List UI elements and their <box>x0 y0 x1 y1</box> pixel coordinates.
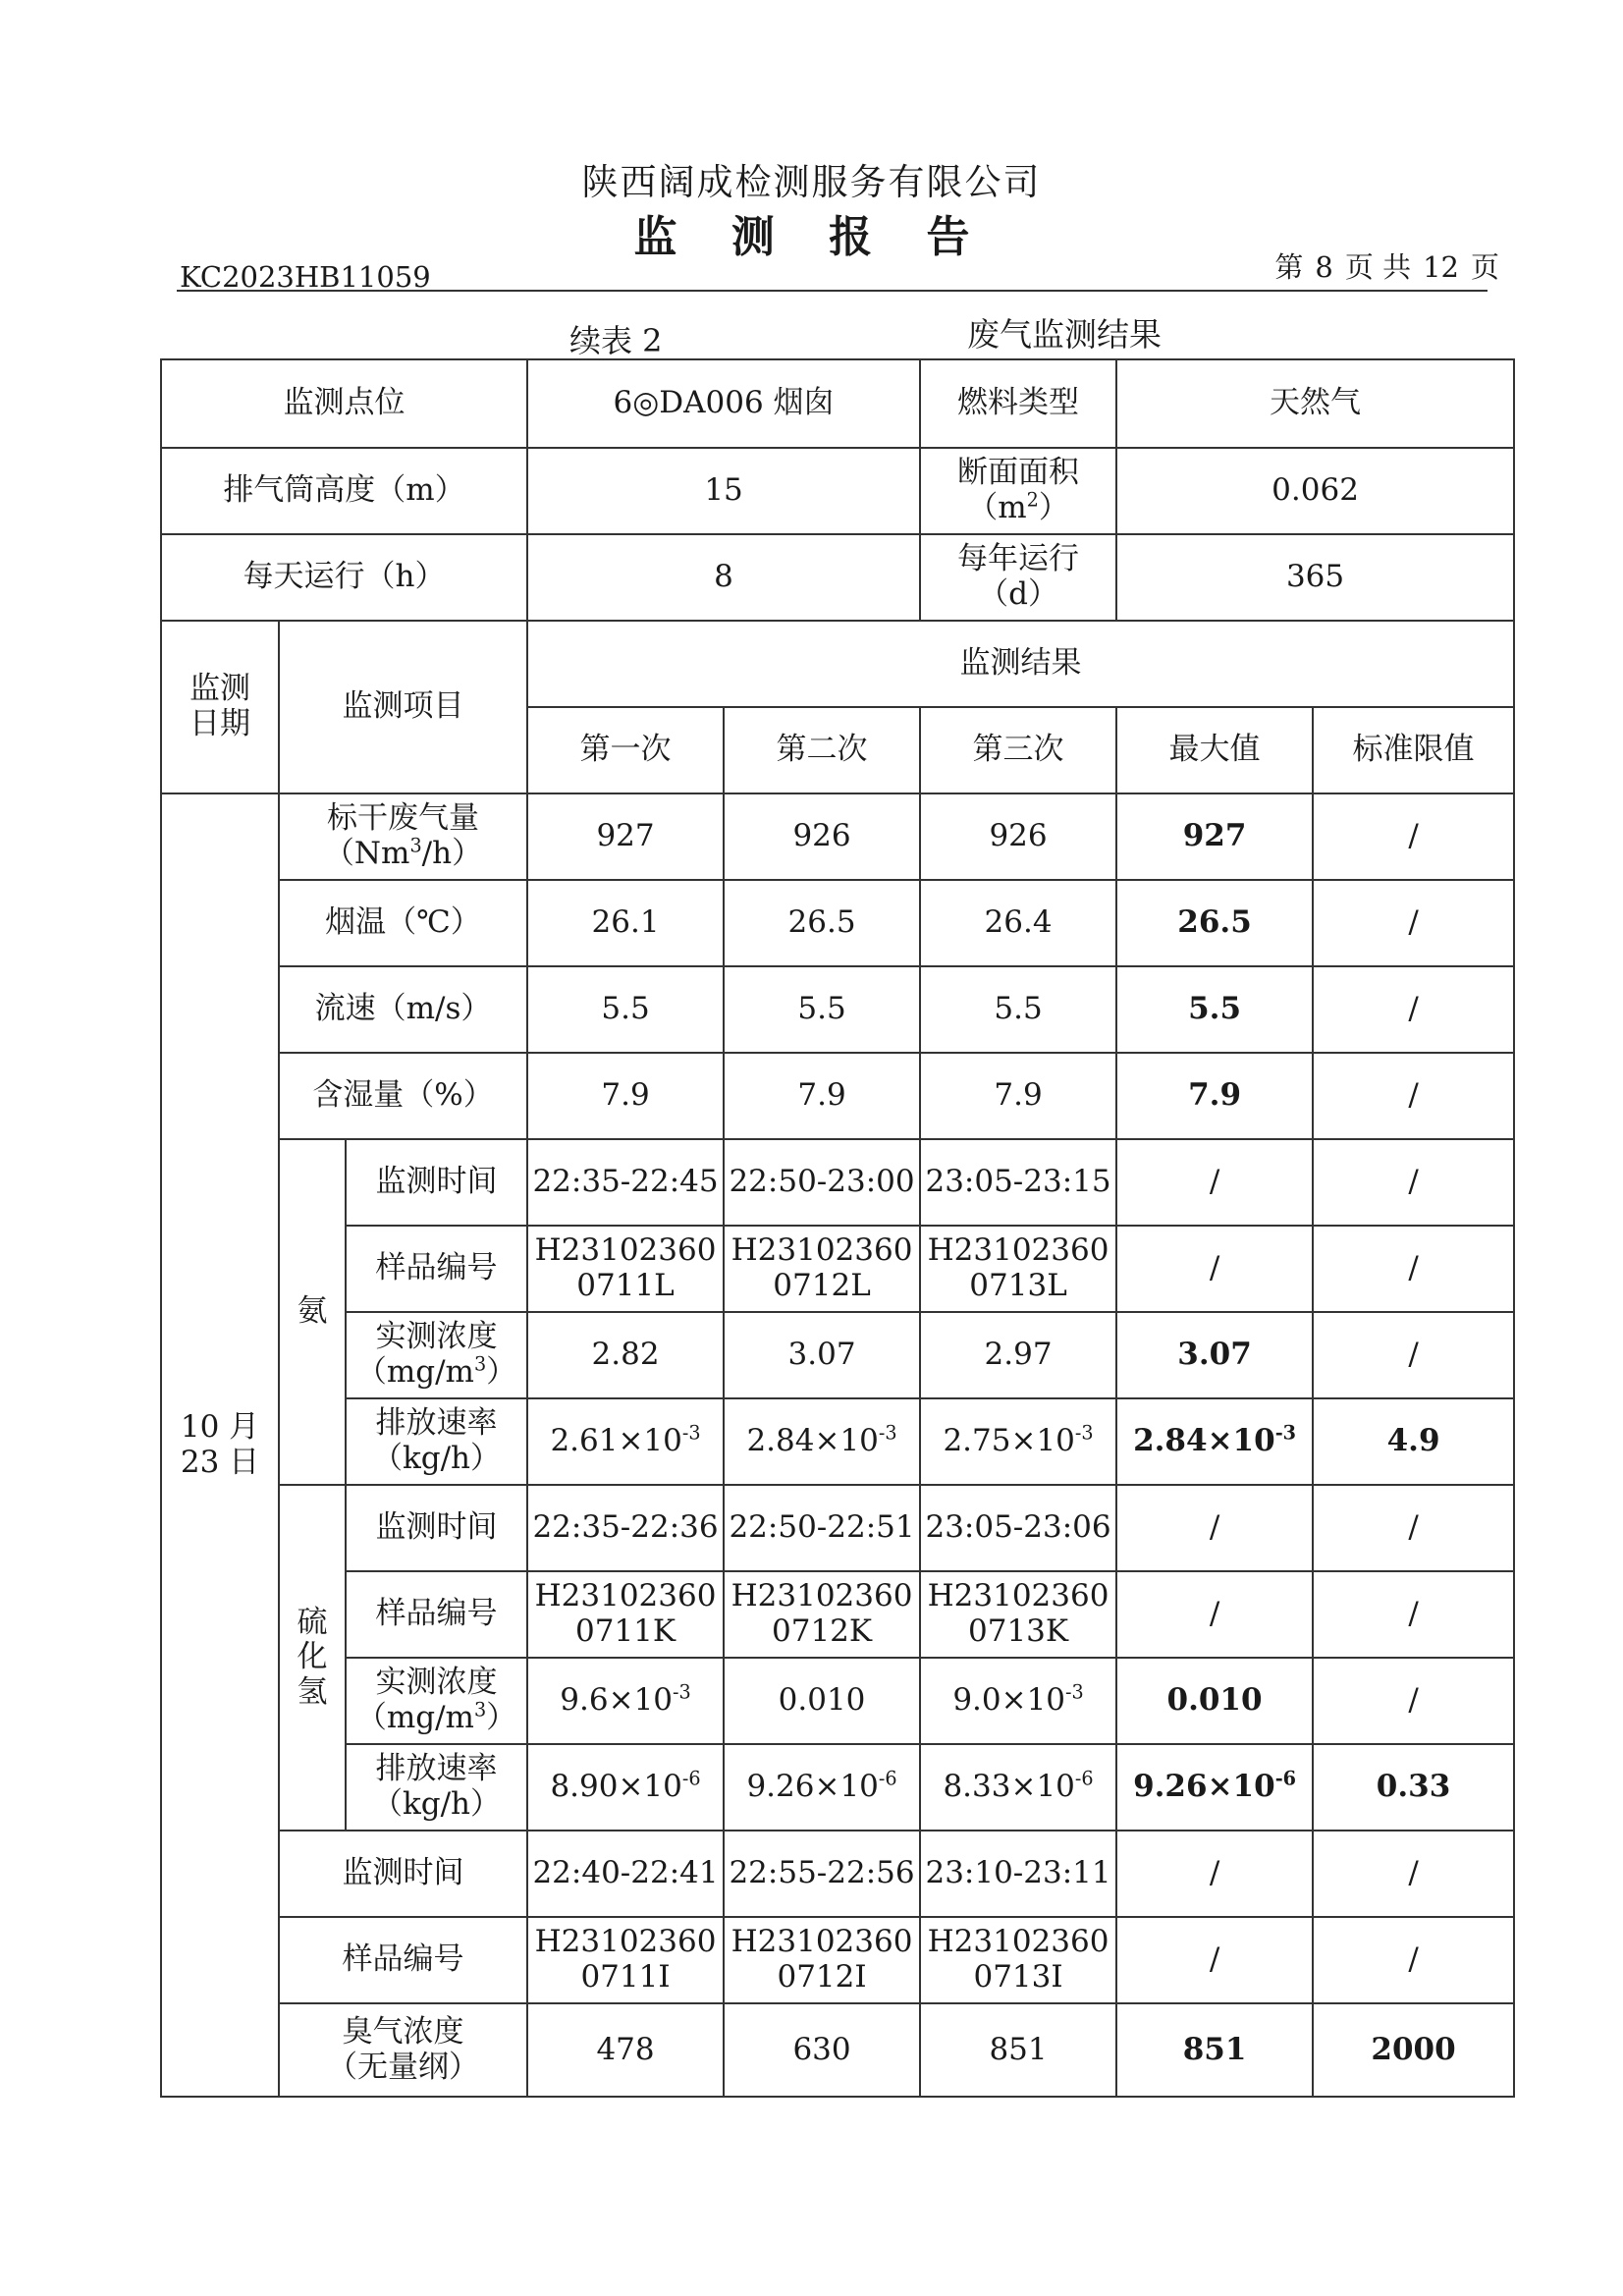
exhaust-gas-results-table <box>160 358 1515 2098</box>
h2s-rate-limit: 0.33 <box>1313 1744 1514 1831</box>
info-row-point <box>161 359 1514 448</box>
velocity-first: 5.5 <box>527 966 724 1053</box>
fuel-label: 燃料类型 <box>920 359 1116 448</box>
info-row-height <box>161 448 1514 534</box>
cross-section-value: 0.062 <box>1116 448 1514 534</box>
table-row-h2s-sample <box>161 1571 1514 1658</box>
h2s-sample-limit: / <box>1313 1571 1514 1658</box>
ammonia-rate-first: $2.61\times 10^{-3}$ <box>527 1398 724 1485</box>
report-title: 监 测 报 告 <box>633 212 990 262</box>
ammonia-time-second: 22:50-23:00 <box>724 1139 920 1226</box>
second-column-header: 第二次 <box>724 707 920 793</box>
table-row-h2s-concentration <box>161 1658 1514 1744</box>
h2s-rate-second: $9.26\times 10^{-6}$ <box>724 1744 920 1831</box>
odor-conc-second: 630 <box>724 2003 920 2097</box>
odor-time-limit: / <box>1313 1831 1514 1917</box>
ammonia-time-third: 23:05-23:15 <box>920 1139 1116 1226</box>
ammonia-rate-limit: 4.9 <box>1313 1398 1514 1485</box>
monitoring-date: 10 月 23 日 <box>161 793 279 2097</box>
table-row-moisture <box>161 1053 1514 1139</box>
page-prefix: 第 <box>1274 250 1304 284</box>
temperature-first: 26.1 <box>527 880 724 966</box>
h2s-conc-second: 0.010 <box>724 1658 920 1744</box>
velocity-third: 5.5 <box>920 966 1116 1053</box>
h2s-sample-third: H23102360 0713K <box>920 1571 1116 1658</box>
temperature-max: 26.5 <box>1116 880 1313 966</box>
h2s-conc-first: $9.6\times 10^{-3}$ <box>527 1658 724 1744</box>
point-value: 6◎DA006 烟囱 <box>527 359 920 448</box>
ammonia-conc-label: 实测浓度 $(mg/m^3)$ <box>346 1312 527 1398</box>
table-title: 废气监测结果 <box>967 315 1162 354</box>
odor-sample-first: H23102360 0711I <box>527 1917 724 2003</box>
stack-height-label: 排气筒高度（m） <box>161 448 527 534</box>
table-row-temperature <box>161 880 1514 966</box>
h2s-conc-max: 0.010 <box>1116 1658 1313 1744</box>
velocity-max: 5.5 <box>1116 966 1313 1053</box>
yearly-run-value: 365 <box>1116 534 1514 621</box>
h2s-sample-first: H23102360 0711K <box>527 1571 724 1658</box>
h2s-rate-third: $8.33\times 10^{-6}$ <box>920 1744 1116 1831</box>
ammonia-sample-second: H23102360 0712L <box>724 1226 920 1312</box>
ammonia-time-max: / <box>1116 1139 1313 1226</box>
ammonia-rate-max: $2.84\times 10^{-3}$ <box>1116 1398 1313 1485</box>
daily-run-value: 8 <box>527 534 920 621</box>
h2s-sample-second: H23102360 0712K <box>724 1571 920 1658</box>
company-name: 陕西阔成检测服务有限公司 <box>581 161 1042 203</box>
header-rule <box>177 290 1488 292</box>
flow-third: 926 <box>920 793 1116 880</box>
ammonia-sample-label: 样品编号 <box>346 1226 527 1312</box>
daily-run-label: 每天运行（h） <box>161 534 527 621</box>
temperature-limit: / <box>1313 880 1514 966</box>
h2s-rate-max: $9.26\times 10^{-6}$ <box>1116 1744 1313 1831</box>
ammonia-sample-limit: / <box>1313 1226 1514 1312</box>
flow-label: 标干废气量 （Nm$^3$/h） <box>279 793 527 880</box>
h2s-time-first: 22:35-22:36 <box>527 1485 724 1571</box>
odor-time-third: 23:10-23:11 <box>920 1831 1116 1917</box>
h2s-conc-label: 实测浓度 $(mg/m^3)$ <box>346 1658 527 1744</box>
odor-conc-limit: 2000 <box>1313 2003 1514 2097</box>
table-row-flow <box>161 793 1514 880</box>
h2s-time-label: 监测时间 <box>346 1485 527 1571</box>
odor-conc-label: 臭气浓度 （无量纲） <box>279 2003 527 2097</box>
table-row-odor-sample <box>161 1917 1514 2003</box>
limit-column-header: 标准限值 <box>1313 707 1514 793</box>
moisture-max: 7.9 <box>1116 1053 1313 1139</box>
odor-sample-limit: / <box>1313 1917 1514 2003</box>
moisture-label: 含湿量（%） <box>279 1053 527 1139</box>
odor-sample-max: / <box>1116 1917 1313 2003</box>
table-row-h2s-time <box>161 1485 1514 1571</box>
odor-time-second: 22:55-22:56 <box>724 1831 920 1917</box>
odor-conc-max: 851 <box>1116 2003 1313 2097</box>
moisture-third: 7.9 <box>920 1053 1116 1139</box>
ammonia-sample-max: / <box>1116 1226 1313 1312</box>
table-row-ammonia-rate <box>161 1398 1514 1485</box>
table-row-ammonia-sample <box>161 1226 1514 1312</box>
ammonia-conc-second: 3.07 <box>724 1312 920 1398</box>
odor-conc-third: 851 <box>920 2003 1116 2097</box>
h2s-time-limit: / <box>1313 1485 1514 1571</box>
h2s-conc-limit: / <box>1313 1658 1514 1744</box>
odor-sample-third: H23102360 0713I <box>920 1917 1116 2003</box>
fuel-value: 天然气 <box>1116 359 1514 448</box>
table-row-ammonia-concentration <box>161 1312 1514 1398</box>
info-row-operation <box>161 534 1514 621</box>
table-row-velocity <box>161 966 1514 1053</box>
ammonia-sample-third: H23102360 0713L <box>920 1226 1116 1312</box>
page-indicator <box>1269 246 1505 286</box>
date-column-header: 监测 日期 <box>161 621 279 793</box>
flow-first: 927 <box>527 793 724 880</box>
page-total: 12 <box>1423 250 1459 284</box>
page-current: 8 <box>1315 250 1333 284</box>
ammonia-rate-third: $2.75\times 10^{-3}$ <box>920 1398 1116 1485</box>
h2s-sample-label: 样品编号 <box>346 1571 527 1658</box>
temperature-third: 26.4 <box>920 880 1116 966</box>
odor-sample-label: 样品编号 <box>279 1917 527 2003</box>
ammonia-time-limit: / <box>1313 1139 1514 1226</box>
header-row-1 <box>161 621 1514 707</box>
temperature-label: 烟温（℃） <box>279 880 527 966</box>
page-mid: 页 共 <box>1344 250 1412 284</box>
h2s-time-second: 22:50-22:51 <box>724 1485 920 1571</box>
velocity-label: 流速（m/s） <box>279 966 527 1053</box>
h2s-group-label: 硫 化 氢 <box>279 1485 346 1831</box>
ammonia-sample-first: H23102360 0711L <box>527 1226 724 1312</box>
table-row-ammonia-time <box>161 1139 1514 1226</box>
table-continuation-label: 续表 2 <box>569 322 663 359</box>
ammonia-rate-label: 排放速率 （kg/h） <box>346 1398 527 1485</box>
max-column-header: 最大值 <box>1116 707 1313 793</box>
item-column-header: 监测项目 <box>279 621 527 793</box>
odor-conc-first: 478 <box>527 2003 724 2097</box>
velocity-second: 5.5 <box>724 966 920 1053</box>
moisture-second: 7.9 <box>724 1053 920 1139</box>
ammonia-rate-second: $2.84\times 10^{-3}$ <box>724 1398 920 1485</box>
yearly-run-label: 每年运行（d） <box>920 534 1116 621</box>
ammonia-conc-max: 3.07 <box>1116 1312 1313 1398</box>
ammonia-time-first: 22:35-22:45 <box>527 1139 724 1226</box>
ammonia-conc-limit: / <box>1313 1312 1514 1398</box>
flow-max: 927 <box>1116 793 1313 880</box>
table-row-odor-concentration <box>161 2003 1514 2097</box>
odor-time-label: 监测时间 <box>279 1831 527 1917</box>
point-label: 监测点位 <box>161 359 527 448</box>
odor-sample-second: H23102360 0712I <box>724 1917 920 2003</box>
first-column-header: 第一次 <box>527 707 724 793</box>
h2s-time-third: 23:05-23:06 <box>920 1485 1116 1571</box>
moisture-first: 7.9 <box>527 1053 724 1139</box>
temperature-second: 26.5 <box>724 880 920 966</box>
table-row-odor-time <box>161 1831 1514 1917</box>
page-suffix: 页 <box>1470 250 1499 284</box>
h2s-rate-first: $8.90\times 10^{-6}$ <box>527 1744 724 1831</box>
stack-height-value: 15 <box>527 448 920 534</box>
h2s-conc-third: $9.0\times 10^{-3}$ <box>920 1658 1116 1744</box>
ammonia-group-label: 氨 <box>279 1139 346 1485</box>
table-row-h2s-rate <box>161 1744 1514 1831</box>
ammonia-conc-first: 2.82 <box>527 1312 724 1398</box>
results-column-header: 监测结果 <box>527 621 1514 707</box>
h2s-rate-label: 排放速率 （kg/h） <box>346 1744 527 1831</box>
h2s-sample-max: / <box>1116 1571 1313 1658</box>
odor-time-max: / <box>1116 1831 1313 1917</box>
velocity-limit: / <box>1313 966 1514 1053</box>
report-number: KC2023HB11059 <box>180 260 431 294</box>
ammonia-time-label: 监测时间 <box>346 1139 527 1226</box>
h2s-time-max: / <box>1116 1485 1313 1571</box>
third-column-header: 第三次 <box>920 707 1116 793</box>
moisture-limit: / <box>1313 1053 1514 1139</box>
flow-second: 926 <box>724 793 920 880</box>
cross-section-label: 断面面积$(m^2)$ <box>920 448 1116 534</box>
odor-time-first: 22:40-22:41 <box>527 1831 724 1917</box>
ammonia-conc-third: 2.97 <box>920 1312 1116 1398</box>
flow-limit: / <box>1313 793 1514 880</box>
